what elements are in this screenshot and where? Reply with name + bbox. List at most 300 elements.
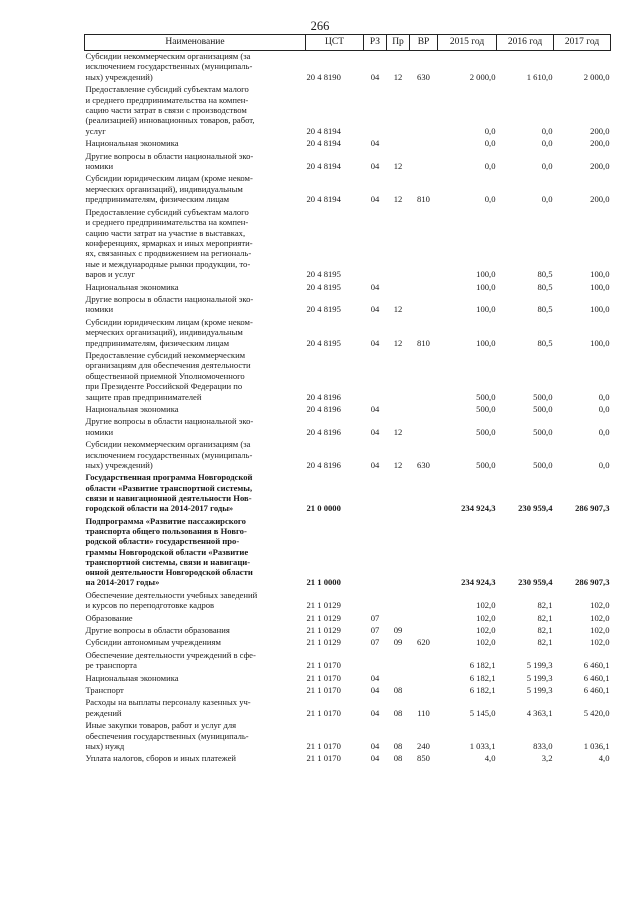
- row-pr: [387, 673, 410, 685]
- row-name: [85, 650, 306, 673]
- row-vr: 810: [417, 337, 430, 348]
- row-name-line: (реализацией) инновационных товаров, работ,: [85, 115, 255, 126]
- row-pr: [387, 84, 410, 138]
- row-cst: 20 4 8195: [306, 269, 341, 280]
- row-value-2015: 0,0: [484, 125, 496, 136]
- row-name: [85, 472, 306, 515]
- row-value-2016: 0,0: [541, 125, 553, 136]
- row-value-2017: 100,0: [590, 281, 610, 292]
- row-name: [85, 151, 306, 174]
- row-rz: 04: [370, 740, 380, 751]
- row-pr: 08: [393, 684, 403, 695]
- row-name-line: Субсидии юридическим лицам (кроме неком-: [85, 316, 253, 327]
- row-name-line: Предоставление субсидий субъектам малого: [85, 84, 249, 95]
- row-vr: [410, 685, 438, 697]
- table-row: [85, 697, 611, 720]
- row-pr: 09: [393, 624, 403, 635]
- row-value-2016: 82,1: [537, 612, 553, 623]
- row-vr: [410, 472, 438, 515]
- row-value-2015: 6 182,1: [469, 672, 496, 683]
- budget-table: [84, 34, 611, 766]
- row-value-2016: 5 199,3: [526, 672, 553, 683]
- row-vr: [410, 613, 438, 625]
- row-value-2015: 234 924,3: [461, 577, 496, 588]
- row-vr: 240: [417, 740, 430, 751]
- row-name-line: варов и услуг: [85, 269, 136, 280]
- row-pr: [387, 590, 410, 613]
- row-name-line: области «Развитие транспортной системы,: [85, 482, 253, 493]
- row-vr: [410, 404, 438, 416]
- row-rz: 07: [370, 612, 380, 623]
- row-value-2016: 230 959,4: [518, 577, 553, 588]
- row-value-2015: 0,0: [484, 161, 496, 172]
- row-name-line: номики: [85, 161, 114, 172]
- row-name-line: Другие вопросы в области национальной эко-: [85, 150, 254, 161]
- row-name-line: общественной приемной Уполномоченного: [85, 370, 245, 381]
- column-header-2016: 2016 год: [497, 35, 554, 51]
- row-name-line: онной деятельности Новгородской области: [85, 567, 253, 578]
- row-vr: [410, 207, 438, 282]
- row-vr: [410, 282, 438, 294]
- row-cst: 21 1 0129: [306, 624, 341, 635]
- row-name-line: ных) учреждений): [85, 460, 153, 471]
- row-value-2016: 80,5: [537, 269, 553, 280]
- row-value-2016: 80,5: [537, 281, 553, 292]
- table-row: [85, 51, 611, 85]
- row-pr: [387, 404, 410, 416]
- row-value-2016: 82,1: [537, 637, 553, 648]
- row-value-2017: 102,0: [590, 637, 610, 648]
- row-value-2017: 0,0: [598, 426, 610, 437]
- row-name-line: Национальная экономика: [85, 281, 179, 292]
- row-vr: [410, 151, 438, 174]
- row-name-line: исключением государственных (муниципаль-: [85, 61, 253, 72]
- table-row: [85, 84, 611, 138]
- row-value-2015: 500,0: [476, 391, 496, 402]
- row-cst: 20 4 8196: [306, 404, 341, 414]
- row-value-2017: 200,0: [590, 194, 610, 205]
- row-pr: 12: [393, 304, 403, 315]
- row-rz: 07: [370, 624, 380, 635]
- row-name: [85, 84, 306, 138]
- column-header-cst: ЦСТ: [306, 35, 364, 51]
- row-name: [85, 590, 306, 613]
- row-name-line: ные и международные рынки продукции, то-: [85, 258, 251, 269]
- row-name: [85, 173, 306, 206]
- row-cst: 21 1 0170: [306, 672, 341, 683]
- row-rz: [364, 516, 387, 590]
- row-value-2015: 102,0: [476, 612, 496, 623]
- row-rz: 04: [370, 138, 380, 149]
- row-value-2015: 102,0: [476, 600, 496, 611]
- table-row: [85, 282, 611, 294]
- row-value-2015: 5 145,0: [469, 707, 496, 718]
- row-cst: 20 4 8194: [306, 161, 341, 172]
- row-name-line: и курсов по переподготовке кадров: [85, 600, 215, 611]
- row-cst: 21 1 0170: [306, 684, 341, 695]
- row-pr: 08: [393, 753, 403, 764]
- table-row: [85, 294, 611, 317]
- row-name: [85, 207, 306, 282]
- row-name: [85, 317, 306, 350]
- row-cst: 21 1 0129: [306, 637, 341, 648]
- row-pr: 12: [393, 426, 403, 437]
- row-value-2016: 5 199,3: [526, 684, 553, 695]
- row-value-2015: 1 033,1: [469, 740, 496, 751]
- row-name-line: номики: [85, 304, 114, 315]
- row-rz: 04: [370, 71, 380, 82]
- row-name-line: городской области на 2014-2017 годы»: [85, 503, 234, 514]
- row-value-2015: 500,0: [476, 404, 496, 414]
- row-cst: 21 1 0129: [306, 600, 341, 611]
- row-name: [85, 416, 306, 439]
- table-row: [85, 350, 611, 404]
- row-vr: [410, 625, 438, 637]
- row-name: [85, 516, 306, 590]
- row-rz: 04: [370, 707, 380, 718]
- row-cst: 21 1 0129: [306, 612, 341, 623]
- row-name-line: граммы Новгородской области «Развитие: [85, 546, 249, 557]
- row-rz: [364, 207, 387, 282]
- row-value-2017: 286 907,3: [575, 577, 610, 588]
- table-row: [85, 317, 611, 350]
- row-cst: 21 1 0170: [306, 753, 341, 764]
- row-value-2016: 4 363,1: [526, 707, 553, 718]
- row-value-2016: 0,0: [541, 161, 553, 172]
- row-rz: [364, 590, 387, 613]
- row-rz: [364, 650, 387, 673]
- row-value-2016: 230 959,4: [518, 503, 553, 514]
- table-row: [85, 516, 611, 590]
- row-rz: 04: [370, 161, 380, 172]
- row-name-line: сацию части затрат в связи с производством: [85, 105, 247, 116]
- row-vr: [410, 416, 438, 439]
- row-value-2017: 100,0: [590, 269, 610, 280]
- row-name: [85, 294, 306, 317]
- row-pr: [387, 613, 410, 625]
- row-name-line: Иные закупки товаров, работ и услуг для: [85, 720, 237, 731]
- row-name-line: исключением государственных (муниципаль-: [85, 449, 253, 460]
- table-row: [85, 416, 611, 439]
- table-row: [85, 439, 611, 472]
- table-row: [85, 625, 611, 637]
- row-value-2016: 500,0: [533, 426, 553, 437]
- row-rz: 04: [370, 460, 380, 471]
- row-rz: 04: [370, 404, 380, 414]
- row-vr: 110: [417, 707, 430, 718]
- row-rz: [364, 84, 387, 138]
- row-pr: [387, 207, 410, 282]
- row-value-2017: 4,0: [598, 753, 610, 764]
- row-name-line: Другие вопросы в области национальной эко-: [85, 416, 254, 427]
- row-pr: 09: [393, 637, 403, 648]
- row-name: [85, 51, 306, 85]
- row-cst: 20 4 8194: [306, 138, 341, 149]
- table-row: [85, 637, 611, 649]
- row-value-2017: 5 420,0: [583, 707, 610, 718]
- table-row: [85, 472, 611, 515]
- row-name: [85, 720, 306, 753]
- row-pr: 12: [393, 71, 403, 82]
- row-name-line: ных) нужд: [85, 740, 125, 751]
- row-value-2016: 0,0: [541, 194, 553, 205]
- row-name-line: транспортной системы, связи и навигаци-: [85, 556, 251, 567]
- row-rz: 04: [370, 194, 380, 205]
- row-name-line: транспорта общего пользования в Новго-: [85, 525, 247, 536]
- row-name-line: Субсидии автономным учреждениям: [85, 637, 221, 648]
- row-name-line: родской области» государственной про-: [85, 536, 240, 547]
- column-header-rz: РЗ: [364, 35, 387, 51]
- row-value-2017: 6 460,1: [583, 684, 610, 695]
- row-name-line: Другие вопросы в области национальной эко-: [85, 293, 254, 304]
- row-name-line: при Президенте Российской Федерации по: [85, 381, 243, 392]
- column-header-vr: ВР: [410, 35, 438, 51]
- row-pr: 08: [393, 707, 403, 718]
- table-row: [85, 673, 611, 685]
- row-rz: 07: [370, 637, 380, 648]
- table-row: [85, 404, 611, 416]
- row-pr: [387, 138, 410, 150]
- row-name-line: предпринимателям, физическим лицам: [85, 194, 230, 205]
- row-rz: 04: [370, 426, 380, 437]
- table-row: [85, 720, 611, 753]
- column-header-2017: 2017 год: [554, 35, 611, 51]
- row-value-2015: 100,0: [476, 304, 496, 315]
- row-rz: 04: [370, 304, 380, 315]
- row-value-2016: 500,0: [533, 391, 553, 402]
- row-cst: 20 4 8194: [306, 125, 341, 136]
- row-cst: 21 1 0170: [306, 740, 341, 751]
- row-name-line: и среднего предпринимательства на компен-: [85, 217, 249, 228]
- row-value-2017: 100,0: [590, 304, 610, 315]
- row-value-2015: 2 000,0: [469, 71, 496, 82]
- table-row: [85, 138, 611, 150]
- row-value-2017: 2 000,0: [583, 71, 610, 82]
- row-value-2017: 100,0: [590, 337, 610, 348]
- row-vr: [410, 138, 438, 150]
- row-value-2016: 500,0: [533, 460, 553, 471]
- row-name-line: Национальная экономика: [85, 672, 179, 683]
- row-value-2016: 5 199,3: [526, 660, 553, 671]
- row-value-2015: 102,0: [476, 624, 496, 635]
- table-row: [85, 590, 611, 613]
- row-name: [85, 613, 306, 625]
- table-row: [85, 151, 611, 174]
- row-cst: 20 4 8196: [306, 460, 341, 471]
- row-vr: [410, 84, 438, 138]
- row-value-2016: 0,0: [541, 138, 553, 149]
- table-row: [85, 753, 611, 765]
- row-cst: 21 1 0170: [306, 707, 341, 718]
- row-vr: [410, 650, 438, 673]
- row-name-line: Национальная экономика: [85, 404, 179, 414]
- row-name-line: мерческих организаций), индивидуальным: [85, 327, 243, 338]
- row-vr: 620: [417, 637, 430, 648]
- row-pr: 12: [393, 337, 403, 348]
- row-name-line: Субсидии некоммерческим организациям (за: [85, 51, 251, 61]
- row-name: [85, 350, 306, 404]
- row-name-line: предпринимателям, физическим лицам: [85, 337, 230, 348]
- row-name-line: конференциях, ярмарках и иных мероприяти-: [85, 237, 253, 248]
- row-name: [85, 673, 306, 685]
- table-header-row: [85, 35, 611, 51]
- row-value-2016: 80,5: [537, 337, 553, 348]
- row-value-2016: 82,1: [537, 624, 553, 635]
- row-value-2017: 1 036,1: [583, 740, 610, 751]
- row-name: [85, 282, 306, 294]
- row-cst: 20 4 8190: [306, 71, 341, 82]
- row-value-2017: 102,0: [590, 612, 610, 623]
- table-row: [85, 173, 611, 206]
- row-cst: 20 4 8195: [306, 281, 341, 292]
- row-value-2017: 0,0: [598, 391, 610, 402]
- row-value-2015: 6 182,1: [469, 684, 496, 695]
- row-name-line: Обеспечение деятельности учреждений в сфе-: [85, 649, 256, 660]
- row-name-line: номики: [85, 426, 114, 437]
- row-value-2017: 286 907,3: [575, 503, 610, 514]
- row-cst: 20 4 8194: [306, 194, 341, 205]
- row-rz: [364, 472, 387, 515]
- row-value-2017: 102,0: [590, 624, 610, 635]
- row-value-2017: 200,0: [590, 125, 610, 136]
- row-value-2016: 1 610,0: [526, 71, 553, 82]
- row-name-line: услуг: [85, 125, 106, 136]
- row-name-line: ях, связанных с продвижением на региональ-: [85, 248, 252, 259]
- row-pr: [387, 650, 410, 673]
- row-name-line: Транспорт: [85, 684, 124, 695]
- row-name-line: ных) учреждений): [85, 71, 153, 82]
- row-value-2015: 4,0: [484, 753, 496, 764]
- row-name-line: на 2014-2017 годы»: [85, 577, 160, 588]
- row-value-2017: 200,0: [590, 138, 610, 149]
- row-value-2015: 100,0: [476, 337, 496, 348]
- row-vr: 850: [417, 753, 430, 764]
- row-name-line: Предоставление субсидий некоммерческим: [85, 349, 246, 360]
- column-header-2015: 2015 год: [438, 35, 497, 51]
- table-row: [85, 207, 611, 282]
- row-value-2015: 102,0: [476, 637, 496, 648]
- row-name: [85, 439, 306, 472]
- row-vr: [410, 673, 438, 685]
- row-rz: 04: [370, 753, 380, 764]
- row-rz: 04: [370, 672, 380, 683]
- page-number: 266: [310, 19, 330, 33]
- row-value-2016: 82,1: [537, 600, 553, 611]
- row-pr: 12: [393, 460, 403, 471]
- row-name-line: сацию части затрат на участие в выставках,: [85, 227, 246, 238]
- row-vr: [410, 294, 438, 317]
- row-name-line: Образование: [85, 612, 133, 623]
- row-name-line: связи и навигационной деятельности Нов-: [85, 493, 252, 504]
- row-name-line: мерческих организаций), индивидуальным: [85, 183, 243, 194]
- row-name-line: и среднего предпринимательства на компен-: [85, 94, 249, 105]
- row-value-2015: 234 924,3: [461, 503, 496, 514]
- row-name: [85, 625, 306, 637]
- row-value-2017: 6 460,1: [583, 672, 610, 683]
- row-value-2017: 200,0: [590, 161, 610, 172]
- row-value-2016: 833,0: [533, 740, 553, 751]
- row-pr: 12: [393, 194, 403, 205]
- row-vr: 630: [417, 71, 430, 82]
- row-name-line: Национальная экономика: [85, 138, 179, 149]
- table-row: [85, 613, 611, 625]
- row-value-2015: 100,0: [476, 281, 496, 292]
- row-value-2015: 6 182,1: [469, 660, 496, 671]
- row-cst: 21 0 0000: [306, 503, 341, 514]
- row-cst: 20 4 8195: [306, 304, 341, 315]
- row-cst: 21 1 0000: [306, 577, 341, 588]
- row-value-2017: 0,0: [598, 460, 610, 471]
- row-name-line: ре транспорта: [85, 660, 137, 671]
- row-name: [85, 637, 306, 649]
- row-rz: 04: [370, 337, 380, 348]
- row-name-line: Обеспечение деятельности учебных заведений: [85, 589, 258, 600]
- row-vr: 630: [417, 460, 430, 471]
- row-value-2015: 100,0: [476, 269, 496, 280]
- row-value-2017: 102,0: [590, 600, 610, 611]
- column-header-pr: Пр: [387, 35, 410, 51]
- row-name: [85, 685, 306, 697]
- row-name: [85, 697, 306, 720]
- row-value-2015: 500,0: [476, 426, 496, 437]
- row-name-line: организациям для обеспечения деятельности: [85, 360, 251, 371]
- row-name: [85, 404, 306, 416]
- table-row: [85, 650, 611, 673]
- row-name-line: Уплата налогов, сборов и иных платежей: [85, 753, 237, 764]
- row-pr: [387, 350, 410, 404]
- table-row: [85, 685, 611, 697]
- row-value-2016: 80,5: [537, 304, 553, 315]
- row-value-2016: 3,2: [541, 753, 553, 764]
- row-vr: [410, 350, 438, 404]
- column-header-name: Наименование: [85, 35, 306, 51]
- row-pr: [387, 282, 410, 294]
- row-name-line: Другие вопросы в области образования: [85, 624, 230, 635]
- row-value-2015: 0,0: [484, 138, 496, 149]
- row-name-line: реждений: [85, 707, 122, 718]
- row-name-line: Субсидии юридическим лицам (кроме неком-: [85, 173, 253, 184]
- row-cst: 20 4 8195: [306, 337, 341, 348]
- row-name: [85, 138, 306, 150]
- row-cst: 20 4 8196: [306, 426, 341, 437]
- row-name-line: обеспечения государственных (муниципаль-: [85, 730, 249, 741]
- row-pr: [387, 516, 410, 590]
- row-rz: 04: [370, 281, 380, 292]
- row-vr: [410, 516, 438, 590]
- table-body: [85, 51, 611, 766]
- row-rz: [364, 350, 387, 404]
- row-name-line: защите прав предпринимателей: [85, 391, 202, 402]
- row-name-line: Субсидии некоммерческим организациям (за: [85, 439, 251, 450]
- row-name-line: Предоставление субсидий субъектам малого: [85, 206, 249, 217]
- row-name: [85, 753, 306, 765]
- row-pr: [387, 472, 410, 515]
- row-pr: 08: [393, 740, 403, 751]
- row-rz: 04: [370, 684, 380, 695]
- row-name-line: Расходы на выплаты персоналу казенных уч-: [85, 697, 251, 708]
- row-value-2015: 0,0: [484, 194, 496, 205]
- row-vr: 810: [417, 194, 430, 205]
- row-cst: 20 4 8196: [306, 391, 341, 402]
- row-value-2016: 500,0: [533, 404, 553, 414]
- row-pr: 12: [393, 161, 403, 172]
- row-value-2017: 0,0: [598, 404, 610, 414]
- row-cst: 21 1 0170: [306, 660, 341, 671]
- row-name-line: Подпрограмма «Развитие пассажирского: [85, 515, 246, 526]
- row-name-line: Государственная программа Новгородской: [85, 472, 253, 483]
- row-value-2015: 500,0: [476, 460, 496, 471]
- row-vr: [410, 590, 438, 613]
